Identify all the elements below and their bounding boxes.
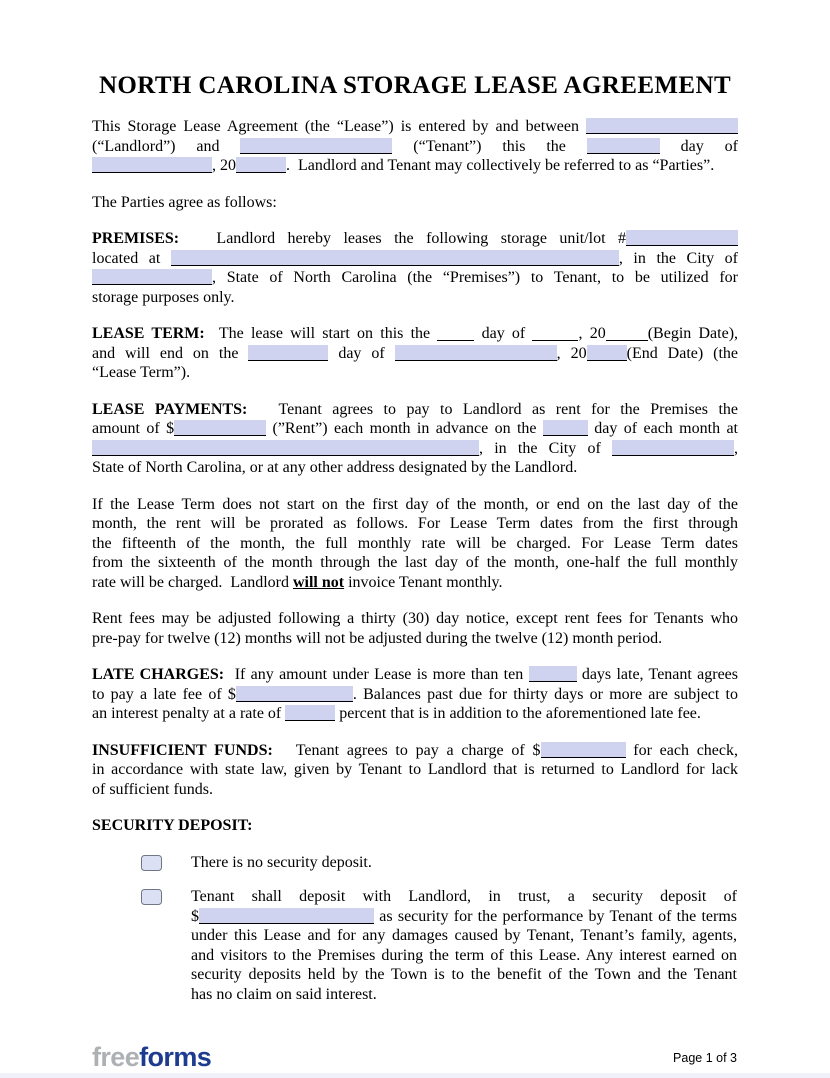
text-line [92,534,738,554]
blank-form-field[interactable] [437,325,474,341]
text-line [92,816,738,836]
text-run: invoice Tenant monthly. [344,573,503,591]
text-run: storage purposes only. [92,288,235,306]
blank-form-field[interactable] [541,742,626,758]
text-line [92,573,738,593]
logo-text-free: free [92,1042,140,1072]
text-run: rate will be charged. Landlord [92,573,293,591]
text-line [92,156,738,176]
paragraph [92,229,738,307]
text-run: days late, Tenant agrees [576,666,739,683]
text-run: located at [92,249,171,267]
text-line [92,324,738,344]
text-run: has no claim on said interest. [191,985,377,1003]
section-label: LEASE TERM: [92,325,205,342]
text-run: in accordance with state law, given by Tenant to Landlord that is returned to Landlord for lack [92,761,738,778]
text-line [92,419,738,439]
blank-form-field[interactable] [532,325,578,341]
blank-form-field[interactable] [171,250,619,266]
page-number: Page 1 of 3 [673,1051,737,1065]
paragraph [92,609,738,648]
blank-form-field[interactable] [174,420,266,436]
paragraph [92,741,738,800]
text-run: Tenant shall deposit with Landlord, in trust, a security deposit of [191,888,737,905]
page-title: NORTH CAROLINA STORAGE LEASE AGREEMENT [98,72,732,99]
blank-form-field[interactable] [529,666,577,682]
text-run: and will end on the [92,344,249,362]
text-line [92,229,738,249]
document-body [92,117,738,1004]
text-run: (”Rent”) each month in advance on the [266,420,543,437]
text-line [92,760,738,780]
checkbox-unchecked-icon[interactable] [141,889,162,905]
text-line [92,514,738,534]
security-deposit-option [92,853,738,873]
text-run: , 20 [578,325,606,342]
text-run: , [734,439,738,457]
text-run: of sufficient funds. [92,780,214,798]
text-run: an interest penalty at a rate of [92,705,286,722]
text-run: (Begin Date), [647,325,739,342]
text-line [191,965,737,985]
blank-form-field[interactable] [626,230,738,246]
text-run: . Balances past due for thirty days or more are subject to [352,685,738,703]
blank-form-field[interactable] [285,705,335,721]
text-line [191,926,737,946]
paragraph [92,665,738,724]
text-run: percent that is in addition to the aforementioned late fee. [335,705,701,722]
text-line [92,629,738,649]
text-line [191,887,737,907]
text-line [92,193,738,213]
text-line [92,117,738,137]
blank-form-field[interactable] [587,345,627,361]
text-run: This Storage Lease Agreement (the “Lease”) is entered by and between [92,118,586,135]
section-label: PREMISES: [92,230,180,247]
section-label: LATE CHARGES: [92,666,225,683]
text-line [92,400,738,420]
blank-form-field[interactable] [92,269,212,285]
text-line [92,553,738,573]
blank-form-field[interactable] [395,345,557,361]
text-run: Tenant agrees to pay to Landlord as rent for the Premises the [247,400,739,418]
text-run: Rent fees may be adjusted following a thirty (30) day notice, except rent fees for Tenants who [92,610,738,627]
text-run: (“Landlord”) and [92,137,241,155]
text-line [191,853,737,873]
paragraph [92,193,738,213]
text-run: Tenant agrees to pay a charge of $ [272,741,541,759]
text-run: $ [191,907,199,925]
text-line [92,665,738,685]
text-run: If any amount under Lease is more than ten [224,666,529,683]
section-label: SECURITY DEPOSIT: [92,817,253,834]
text-line [92,137,738,157]
checkbox-unchecked-icon[interactable] [141,855,162,871]
freeforms-logo [92,1044,211,1071]
text-run: pre-pay for twelve (12) months will not be adjusted during the twelve (12) month period. [92,629,663,647]
text-line [92,495,738,515]
text-run: , State of North Carolina (the “Premises”) to Tenant, to be utilized for [212,269,738,286]
text-run: under this Lease and for any damages caused by Tenant, Tenant’s family, agents, [191,927,737,944]
text-run: , in the City of [479,439,612,457]
text-line [92,704,738,724]
text-line [191,946,737,966]
text-run: , 20 [556,344,587,362]
blank-form-field[interactable] [543,420,588,436]
text-run: amount of $ [92,420,175,437]
text-run: . Landlord and Tenant may collectively be referred to as “Parties”. [286,157,715,174]
text-run: , 20 [212,157,236,174]
text-line [92,458,738,478]
blank-form-field[interactable] [248,345,328,361]
text-line [92,780,738,800]
text-run: for each check, [625,741,739,759]
paragraph [92,816,738,836]
text-run: day of [474,325,533,342]
text-line [191,985,737,1005]
text-line [92,249,738,269]
blank-form-field[interactable] [236,157,286,173]
text-line [191,907,737,927]
text-line [92,268,738,288]
security-deposit-option [92,887,738,1004]
text-run: The Parties agree as follows: [92,193,277,211]
blank-form-field[interactable] [240,138,392,154]
checkbox-label [191,853,737,873]
text-run: the fifteenth of the month, the full monthly rate will be charged. For Lease Term dates [92,534,738,552]
text-run: from the sixteenth of the month through the last day of the month, one-half the full monthly [92,554,738,571]
text-run: as security for the performance by Tenant of the terms [374,907,737,925]
text-run: will not [292,573,345,591]
text-run: day of [659,137,738,155]
text-run: “Lease Term”). [92,364,191,381]
text-run: (End Date) (the [626,344,739,362]
blank-form-field[interactable] [586,118,738,134]
blank-form-field[interactable] [92,440,479,456]
text-run: day of each month at [587,420,739,437]
text-run: month, the rent will be prorated as follows. For Lease Term dates from the first through [92,515,738,532]
text-run: day of [328,344,395,362]
text-line [92,288,738,308]
page-edge-strip [0,1073,830,1078]
blank-form-field[interactable] [606,325,648,341]
paragraph [92,117,738,176]
section-label: LEASE PAYMENTS: [92,400,248,418]
text-run: State of North Carolina, or at any other address designated by the Landlord. [92,459,578,476]
text-run: and visitors to the Premises during the term of this Lease. Any interest earned on [191,946,737,964]
text-run: security deposits held by the Town is to the benefit of the Town and the Tenant [191,966,737,983]
text-run: (“Tenant”) this the [392,137,587,155]
text-line [92,609,738,629]
paragraph [92,324,738,383]
blank-form-field[interactable] [612,440,734,456]
text-line [92,344,738,364]
text-line [92,363,738,383]
text-run: There is no security deposit. [191,853,372,871]
text-line [92,741,738,761]
section-label: INSUFFICIENT FUNDS: [92,741,273,759]
document-content [92,72,738,1019]
text-run: If the Lease Term does not start on the first day of the month, or end on the last day of the [92,495,738,513]
text-line [92,685,738,705]
text-run: , in the City of [618,249,738,267]
page-footer [92,1044,737,1071]
logo-text-forms: forms [139,1042,212,1072]
blank-form-field[interactable] [587,138,660,154]
blank-form-field[interactable] [92,157,212,173]
checkbox-label [191,887,737,1004]
blank-form-field[interactable] [199,908,374,924]
text-run: The lease will start on this the [204,325,438,342]
paragraph [92,495,738,593]
text-run: to pay a late fee of $ [92,685,236,703]
text-run: Landlord hereby leases the following storage unit/lot # [179,230,626,247]
paragraph [92,400,738,478]
text-line [92,439,738,459]
blank-form-field[interactable] [236,686,353,702]
